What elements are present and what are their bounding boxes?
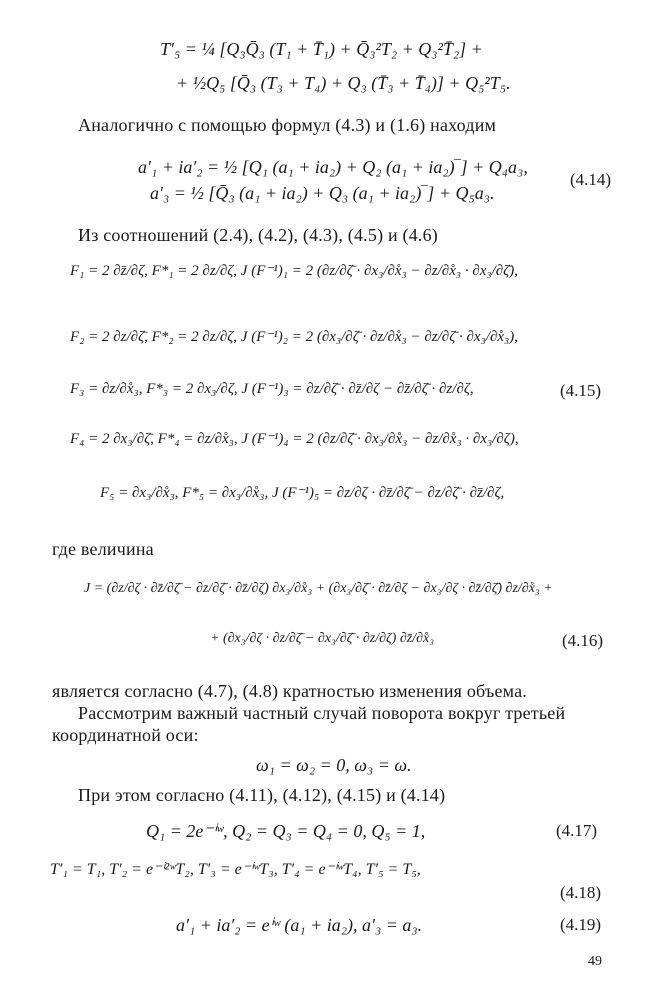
text-gde-velichina: где величина: [52, 539, 154, 559]
equation-Q-line: Q₁ = 2e⁻ⁱʷ, Q₂ = Q₃ = Q₄ = 0, Q₅ = 1,: [146, 821, 426, 841]
equation-J-line2: + (∂x₃/∂ζ · ∂z/∂ζ̄ − ∂x₃/∂ζ̄ · ∂z/∂ζ) ∂z̄/∂x̊₃: [210, 631, 435, 646]
text-pri-etom: При этом согласно (4.11), (4.12), (4.15) и (4.14): [78, 785, 446, 805]
text-yavlyaetsya: является согласно (4.7), (4.8) кратностью изменения объема.: [52, 681, 528, 701]
equation-number-4-19: (4.19): [560, 915, 602, 934]
equation-J-line1: J = (∂z/∂ζ · ∂z̄/∂ζ̄ − ∂z/∂ζ̄ · ∂z̄/∂ζ) ∂x₃/∂x̊₃ + (∂x₃/∂ζ̄ · ∂z̄/∂ζ − ∂x₃/∂ζ · ∂z̄/∂ζ̄) ∂z/∂x̊₃ +: [84, 581, 553, 596]
equation-a1-line: a′₁ + ia′₂ = ½ [Q₁ (a₁ + ia₂) + Q₂ (a₁ + ia₂)‾] + Q₄a₃,: [138, 157, 528, 177]
text-analogichno: Аналогично с помощью формул (4.3) и (1.6) находим: [78, 115, 497, 135]
text-rassmotrim-line1: Рассмотрим важный частный случай поворота вокруг третьей: [78, 703, 566, 723]
equation-number-4-16: (4.16): [562, 631, 604, 650]
text-iz-sootnosheniy: Из соотношений (2.4), (4.2), (4.3), (4.5) и (4.6): [78, 225, 438, 245]
equation-T-line: T′₁ = T₁, T′₂ = e⁻ⁱ²ʷT₂, T′₃ = e⁻ⁱʷT₃, T′₄ = e⁻ⁱʷT₄, T′₅ = T₅,: [50, 861, 421, 878]
equation-number-4-18: (4.18): [560, 883, 602, 902]
text-rassmotrim-line2: координатной оси:: [52, 725, 199, 745]
equation-t5-line2: + ½Q₅ [Q̄₃ (T₃ + T₄) + Q₃ (T̄₃ + T̄₄)] + Q₅²T₅.: [176, 73, 511, 93]
equation-F3-line: F₃ = ∂z/∂x̊₃, F*₃ = 2 ∂x₃/∂ζ, J (F⁻¹)₃ = ∂z/∂ζ̄ · ∂z̄/∂ζ − ∂z̄/∂ζ̄ · ∂z/∂ζ,: [70, 381, 474, 397]
equation-a3-line: a′₃ = ½ [Q̄₃ (a₁ + ia₂) + Q₃ (a₁ + ia₂)‾] + Q₅a₃.: [150, 183, 495, 203]
equation-number-4-14: (4.14): [570, 170, 612, 189]
equation-t5-line1: T′₅ = ¼ [Q₃Q̄₃ (T₁ + T̄₁) + Q̄₃²T₂ + Q₃²T̄₂] +: [160, 39, 483, 59]
equation-number-4-15: (4.15): [560, 381, 602, 400]
equation-number-4-17: (4.17): [556, 821, 598, 840]
equation-F2-line: F₂ = 2 ∂z/∂ζ̄, F*₂ = 2 ∂z/∂ζ, J (F⁻¹)₂ = 2 (∂x₃/∂ζ̄ · ∂z/∂x̊₃ − ∂z/∂ζ̄ · ∂x₃/∂x̊₃),: [70, 329, 519, 345]
equation-F4-line: F₄ = 2 ∂x₃/∂ζ̄, F*₄ = ∂z/∂x̊₃, J (F⁻¹)₄ = 2 (∂z/∂ζ̄ · ∂x₃/∂x̊₃ − ∂z/∂x̊₃ · ∂x₃/∂ζ),: [70, 431, 519, 447]
equation-a-line: a′₁ + ia′₂ = eⁱʷ (a₁ + ia₂), a′₃ = a₃.: [176, 915, 423, 935]
page-number: 49: [588, 954, 602, 969]
equation-omega: ω₁ = ω₂ = 0, ω₃ = ω.: [256, 755, 412, 775]
equation-F1-line: F₁ = 2 ∂z̄/∂ζ, F*₁ = 2 ∂z/∂ζ, J (F⁻¹)₁ = 2 (∂z/∂ζ̄ · ∂x₃/∂x̊₃ − ∂z/∂x̊₃ · ∂x₃/∂ζ̄),: [70, 263, 519, 279]
equation-F5-line: F₅ = ∂x₃/∂x̊₃, F*₅ = ∂x₃/∂x̊₃, J (F⁻¹)₅ = ∂z/∂ζ · ∂z̄/∂ζ̄ − ∂z/∂ζ̄ · ∂z̄/∂ζ,: [100, 485, 505, 501]
